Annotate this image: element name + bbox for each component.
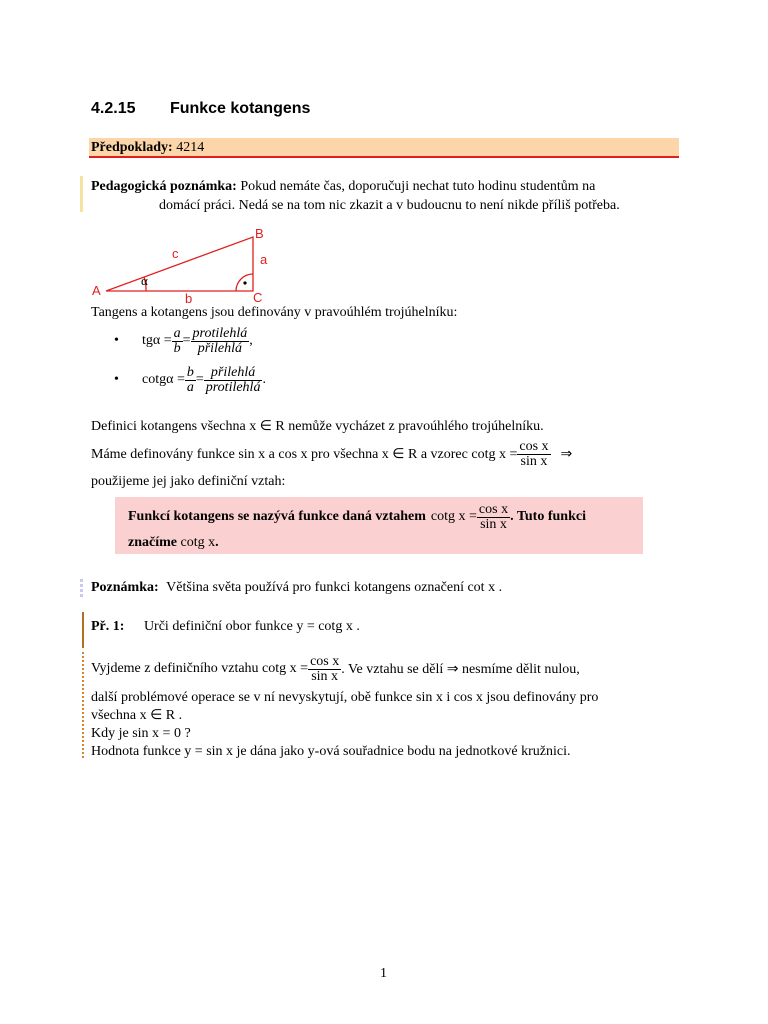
cotg-lhs: cotgα = bbox=[142, 372, 185, 387]
prerequisites-label: Předpoklady: bbox=[91, 140, 173, 155]
vertex-c-label: C bbox=[253, 290, 263, 305]
side-a-label: a bbox=[260, 252, 268, 267]
definition-denote: značíme bbox=[128, 535, 177, 550]
example-margin-bar bbox=[82, 612, 84, 648]
definition-box-line1 bbox=[128, 499, 586, 535]
vertex-b-label: B bbox=[255, 226, 264, 241]
definition-fraction: $\frac{\text{cos x}}{\text{sin x}}$ bbox=[478, 501, 509, 532]
triangle-outline bbox=[106, 237, 253, 291]
solution-fraction: $\frac{\text{cos x}}{\text{sin x}}$ bbox=[310, 653, 340, 684]
solution-text: Vyjdeme z definičního vztahu cotg x = bbox=[91, 661, 309, 676]
vertex-a-label: A bbox=[92, 283, 101, 298]
definition-statement: Definici kotangens všechna x ∈ R nemůže vycházet z pravoúhlého trojúhelníku. bbox=[91, 419, 544, 434]
tg-equals: = bbox=[182, 333, 191, 348]
definition-text: Funkcí kotangens se nazývá funkce daná vztahem bbox=[128, 509, 426, 524]
right-triangle-diagram bbox=[88, 224, 278, 308]
definition-box bbox=[115, 497, 643, 554]
right-angle-dot bbox=[243, 281, 246, 284]
intro-text: Tangens a kotangens jsou definovány v pravoúhlém trojúhelníku: bbox=[91, 305, 458, 320]
side-b-label: b bbox=[185, 291, 193, 306]
remark-label: Poznámka: bbox=[91, 580, 159, 595]
tg-fraction-1: $\frac{a}{b}$ bbox=[173, 325, 181, 356]
solution-line3: všechna x ∈ R . bbox=[91, 708, 183, 723]
definition-text-end: . Tuto funkci bbox=[510, 509, 586, 524]
pedagogical-note-label: Pedagogická poznámka: bbox=[91, 179, 237, 194]
cotg-fraction-1: $\frac{b}{a}$ bbox=[186, 364, 194, 395]
bullet-dot: • bbox=[114, 372, 119, 387]
section-heading bbox=[91, 100, 310, 118]
example-label: Př. 1: bbox=[91, 619, 125, 634]
pedagogical-note bbox=[91, 177, 691, 215]
implies-arrow: ⇒ bbox=[560, 446, 573, 462]
page-number: 1 bbox=[380, 966, 387, 981]
prerequisites-value: 4214 bbox=[176, 140, 205, 155]
cotg-equals: = bbox=[195, 372, 204, 387]
tg-fraction-2: $\frac{\text{protilehlá}}{\text{přilehlá}}$ bbox=[192, 325, 248, 356]
functions-line-text: Máme definovány funkce sin x a cos x pro všechna x ∈ R a vzorec cotg x = bbox=[91, 446, 518, 462]
alpha-label: α bbox=[141, 273, 148, 288]
pedagogical-note-line2: domácí práci. Nedá se na tom nic zkazit a v budoucnu to není nikde příliš potřeba. bbox=[159, 198, 620, 213]
tg-tail: , bbox=[249, 333, 253, 348]
remark-text: Většina světa používá pro funkci kotangens označení cot x . bbox=[166, 580, 503, 595]
solution-body bbox=[91, 689, 598, 761]
example-text: Urči definiční obor funkce y = cotg x . bbox=[143, 619, 360, 634]
functions-line bbox=[91, 436, 572, 472]
solution-margin-bar bbox=[82, 652, 84, 760]
example bbox=[91, 619, 360, 635]
side-c-label: c bbox=[172, 246, 179, 261]
remark bbox=[91, 580, 502, 596]
solution-text-end: . Ve vztahu se dělí ⇒ nesmíme dělit nulou, bbox=[341, 661, 580, 677]
prerequisites-bar bbox=[89, 138, 679, 158]
definition-formula-lhs: cotg x = bbox=[430, 509, 477, 524]
pedagogical-note-line1: Pokud nemáte čas, doporučuji nechat tuto hodinu studentům na bbox=[240, 179, 596, 194]
cotg-fraction-2: $\frac{\text{přilehlá}}{\text{protilehlá}}$ bbox=[205, 364, 261, 395]
cos-over-sin-fraction: $\frac{\text{cos x}}{\text{sin x}}$ bbox=[519, 438, 549, 469]
cotg-tail: . bbox=[262, 372, 266, 387]
solution-line1 bbox=[91, 651, 580, 687]
tg-lhs: tgα = bbox=[142, 333, 172, 348]
bullet-dot: • bbox=[114, 333, 119, 348]
use-line: použijeme jej jako definiční vztah: bbox=[91, 474, 286, 489]
formula-tg bbox=[114, 323, 253, 359]
definition-box-line2: značíme cotg x. bbox=[128, 535, 219, 550]
section-number: 4.2.15 bbox=[91, 100, 136, 117]
section-title: Funkce kotangens bbox=[169, 100, 311, 117]
solution-line5: Hodnota funkce y = sin x je dána jako y-ová souřadnice bodu na jednotkové kružnici. bbox=[91, 744, 571, 759]
formula-cotg bbox=[114, 362, 266, 398]
solution-line4: Kdy je sin x = 0 ? bbox=[91, 726, 191, 741]
remark-margin-bar bbox=[80, 579, 83, 599]
solution-line2: další problémové operace se v ní nevyskytují, obě funkce sin x i cos x jsou definovány pro bbox=[91, 690, 599, 705]
note-margin-bar bbox=[80, 176, 83, 212]
definition-notation: cotg x bbox=[180, 535, 216, 550]
